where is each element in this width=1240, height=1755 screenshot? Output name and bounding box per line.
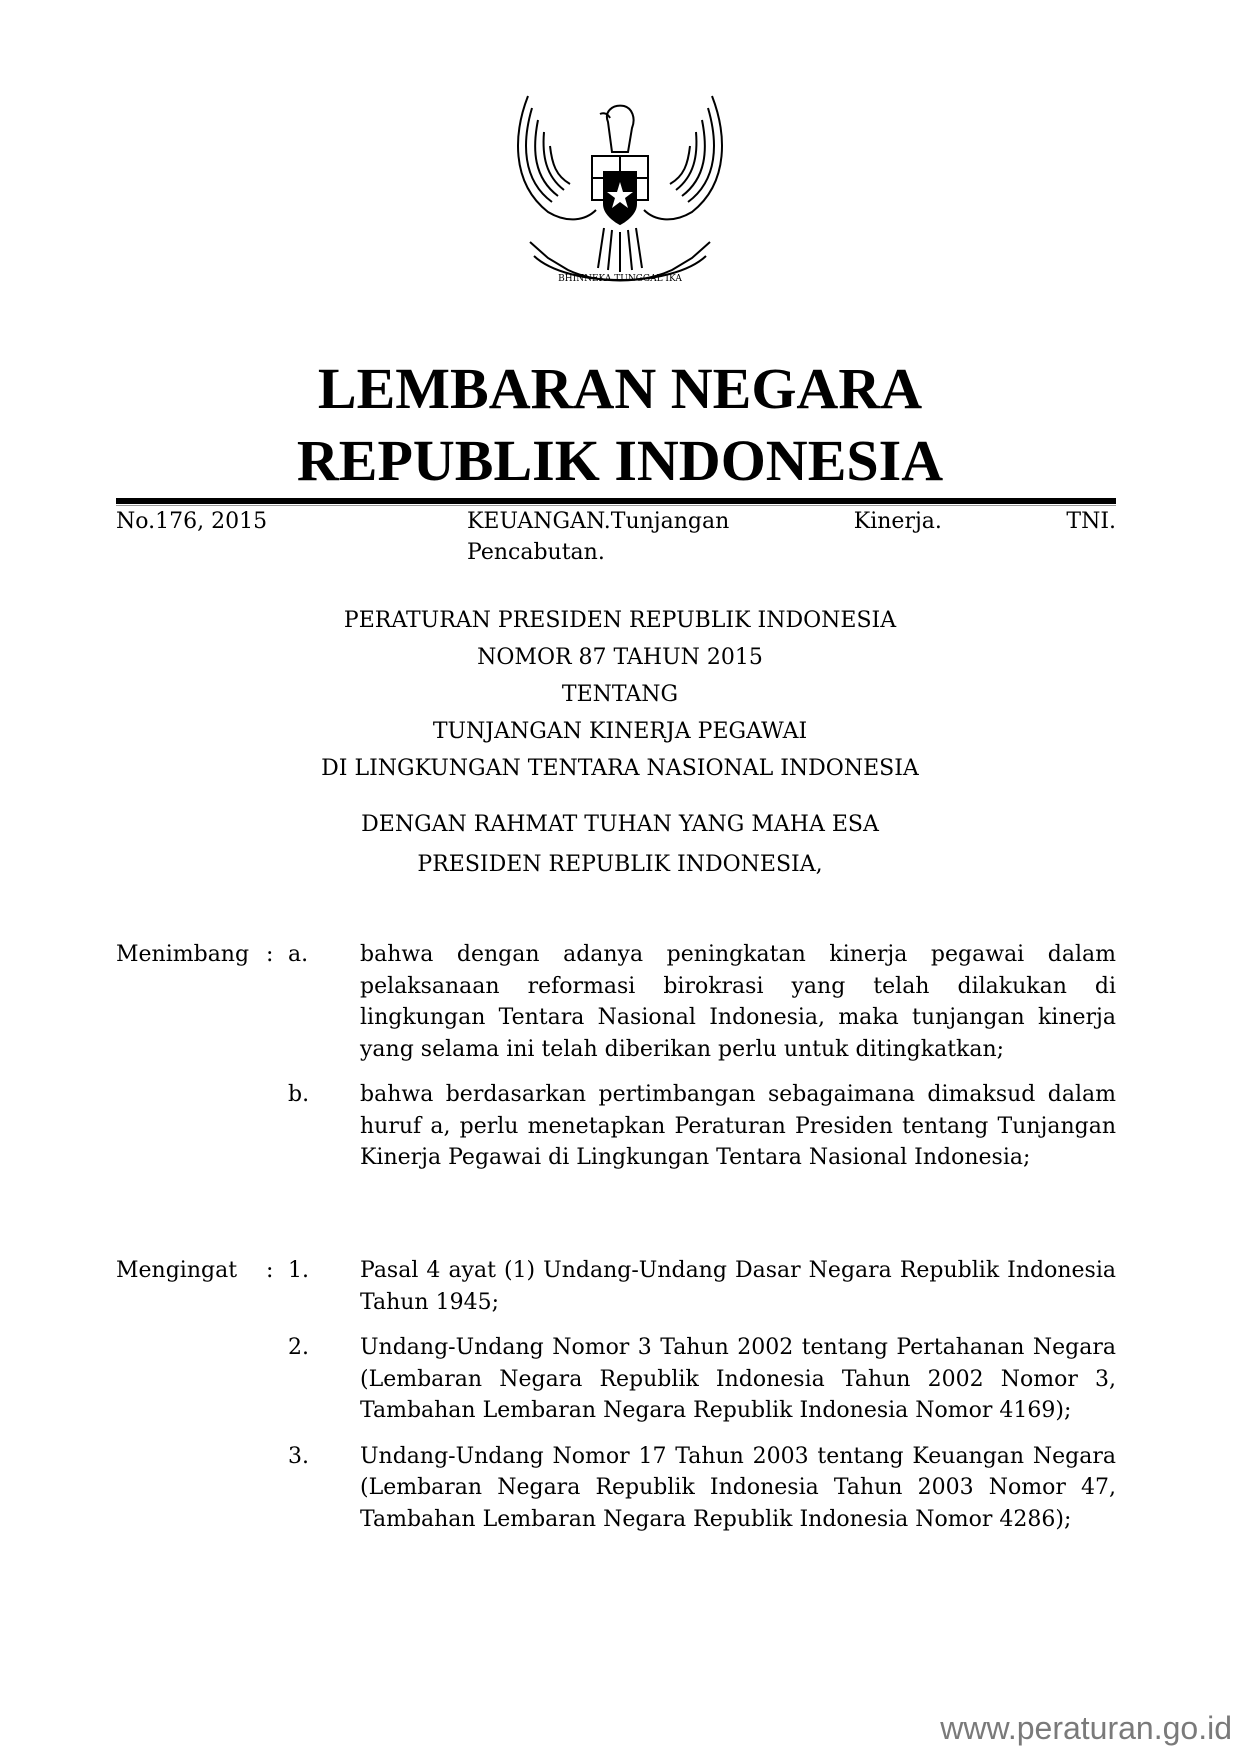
section-label: Mengingat — [116, 1258, 238, 1283]
clause-marker: 3. — [288, 1443, 309, 1469]
subject-word: Kinerja. — [853, 509, 942, 534]
clause-text: Undang-Undang Nomor 17 Tahun 2003 tentang Keuangan Negara (Lembaran Negara Republik Indonesia Tahun 2003 Nomor 47, Tambahan Lembaran Negara Republik Indonesia Nomor 4286); — [360, 1443, 1116, 1532]
clause-item — [116, 939, 1116, 1065]
subject-word: TNI. — [1066, 509, 1116, 534]
section-colon: : — [266, 1258, 274, 1283]
website-watermark: www.peraturan.go.id — [940, 1710, 1232, 1746]
subject-word: KEUANGAN.Tunjangan — [467, 509, 730, 534]
clause-item — [116, 1079, 1116, 1174]
opening-line: DENGAN RAHMAT TUHAN YANG MAHA ESA — [361, 812, 879, 837]
masthead-line-1: LEMBARAN NEGARA — [317, 356, 923, 421]
regulation-title — [0, 602, 1240, 787]
clause-text: Undang-Undang Nomor 3 Tahun 2002 tentang Pertahanan Negara (Lembaran Negara Republik Indonesia Tahun 2002 Nomor 3, Tambahan Lembaran Negara Republik Indonesia Nomor 4169); — [360, 1335, 1116, 1423]
title-line: NOMOR 87 TAHUN 2015 — [477, 645, 763, 670]
clause-marker: b. — [288, 1082, 310, 1107]
clause-item — [116, 1441, 1116, 1536]
garuda-pancasila-emblem-icon — [508, 92, 732, 300]
menimbang-section — [116, 939, 1116, 1174]
clause-marker: a. — [288, 942, 309, 967]
masthead-line-2: REPUBLIK INDONESIA — [296, 428, 944, 493]
masthead-rule — [116, 498, 1116, 504]
gazette-number: No.176, 2015 — [116, 509, 268, 534]
title-line: TENTANG — [561, 682, 679, 707]
title-line: PERATURAN PRESIDEN REPUBLIK INDONESIA — [343, 608, 897, 633]
motto-text: BHINNEKA TUNGGAL IKA — [558, 274, 682, 284]
title-line: DI LINGKUNGAN TENTARA NASIONAL INDONESIA — [321, 756, 919, 781]
section-label: Menimbang — [116, 942, 250, 967]
clause-text: bahwa berdasarkan pertimbangan sebagaimana dimaksud dalam huruf a, perlu menetapkan Peraturan Presiden tentang Tunjangan Kinerja Pegawai di Lingkungan Tentara Nasional Indonesia; — [360, 1082, 1116, 1170]
subject-line-2: Pencabutan. — [467, 540, 605, 565]
opening-formula — [0, 806, 1240, 886]
clause-marker: 1. — [288, 1258, 309, 1283]
opening-line: PRESIDEN REPUBLIK INDONESIA, — [417, 852, 823, 877]
gazette-subject — [467, 506, 1116, 568]
clause-marker: 2. — [288, 1335, 309, 1360]
clause-item — [116, 1332, 1116, 1427]
clause-text: bahwa dengan adanya peningkatan kinerja pegawai dalam pelaksanaan reformasi birokrasi yang telah dilakukan di lingkungan Tentara Nasional Indonesia, maka tunjangan kinerja yang selama ini telah diberikan perlu untuk ditingkatkan; — [360, 942, 1116, 1062]
mengingat-section — [116, 1255, 1116, 1535]
section-colon: : — [266, 942, 274, 967]
clause-text: Pasal 4 ayat (1) Undang-Undang Dasar Negara Republik Indonesia Tahun 1945; — [360, 1258, 1116, 1315]
title-line: TUNJANGAN KINERJA PEGAWAI — [432, 719, 808, 744]
clause-item — [116, 1255, 1116, 1318]
